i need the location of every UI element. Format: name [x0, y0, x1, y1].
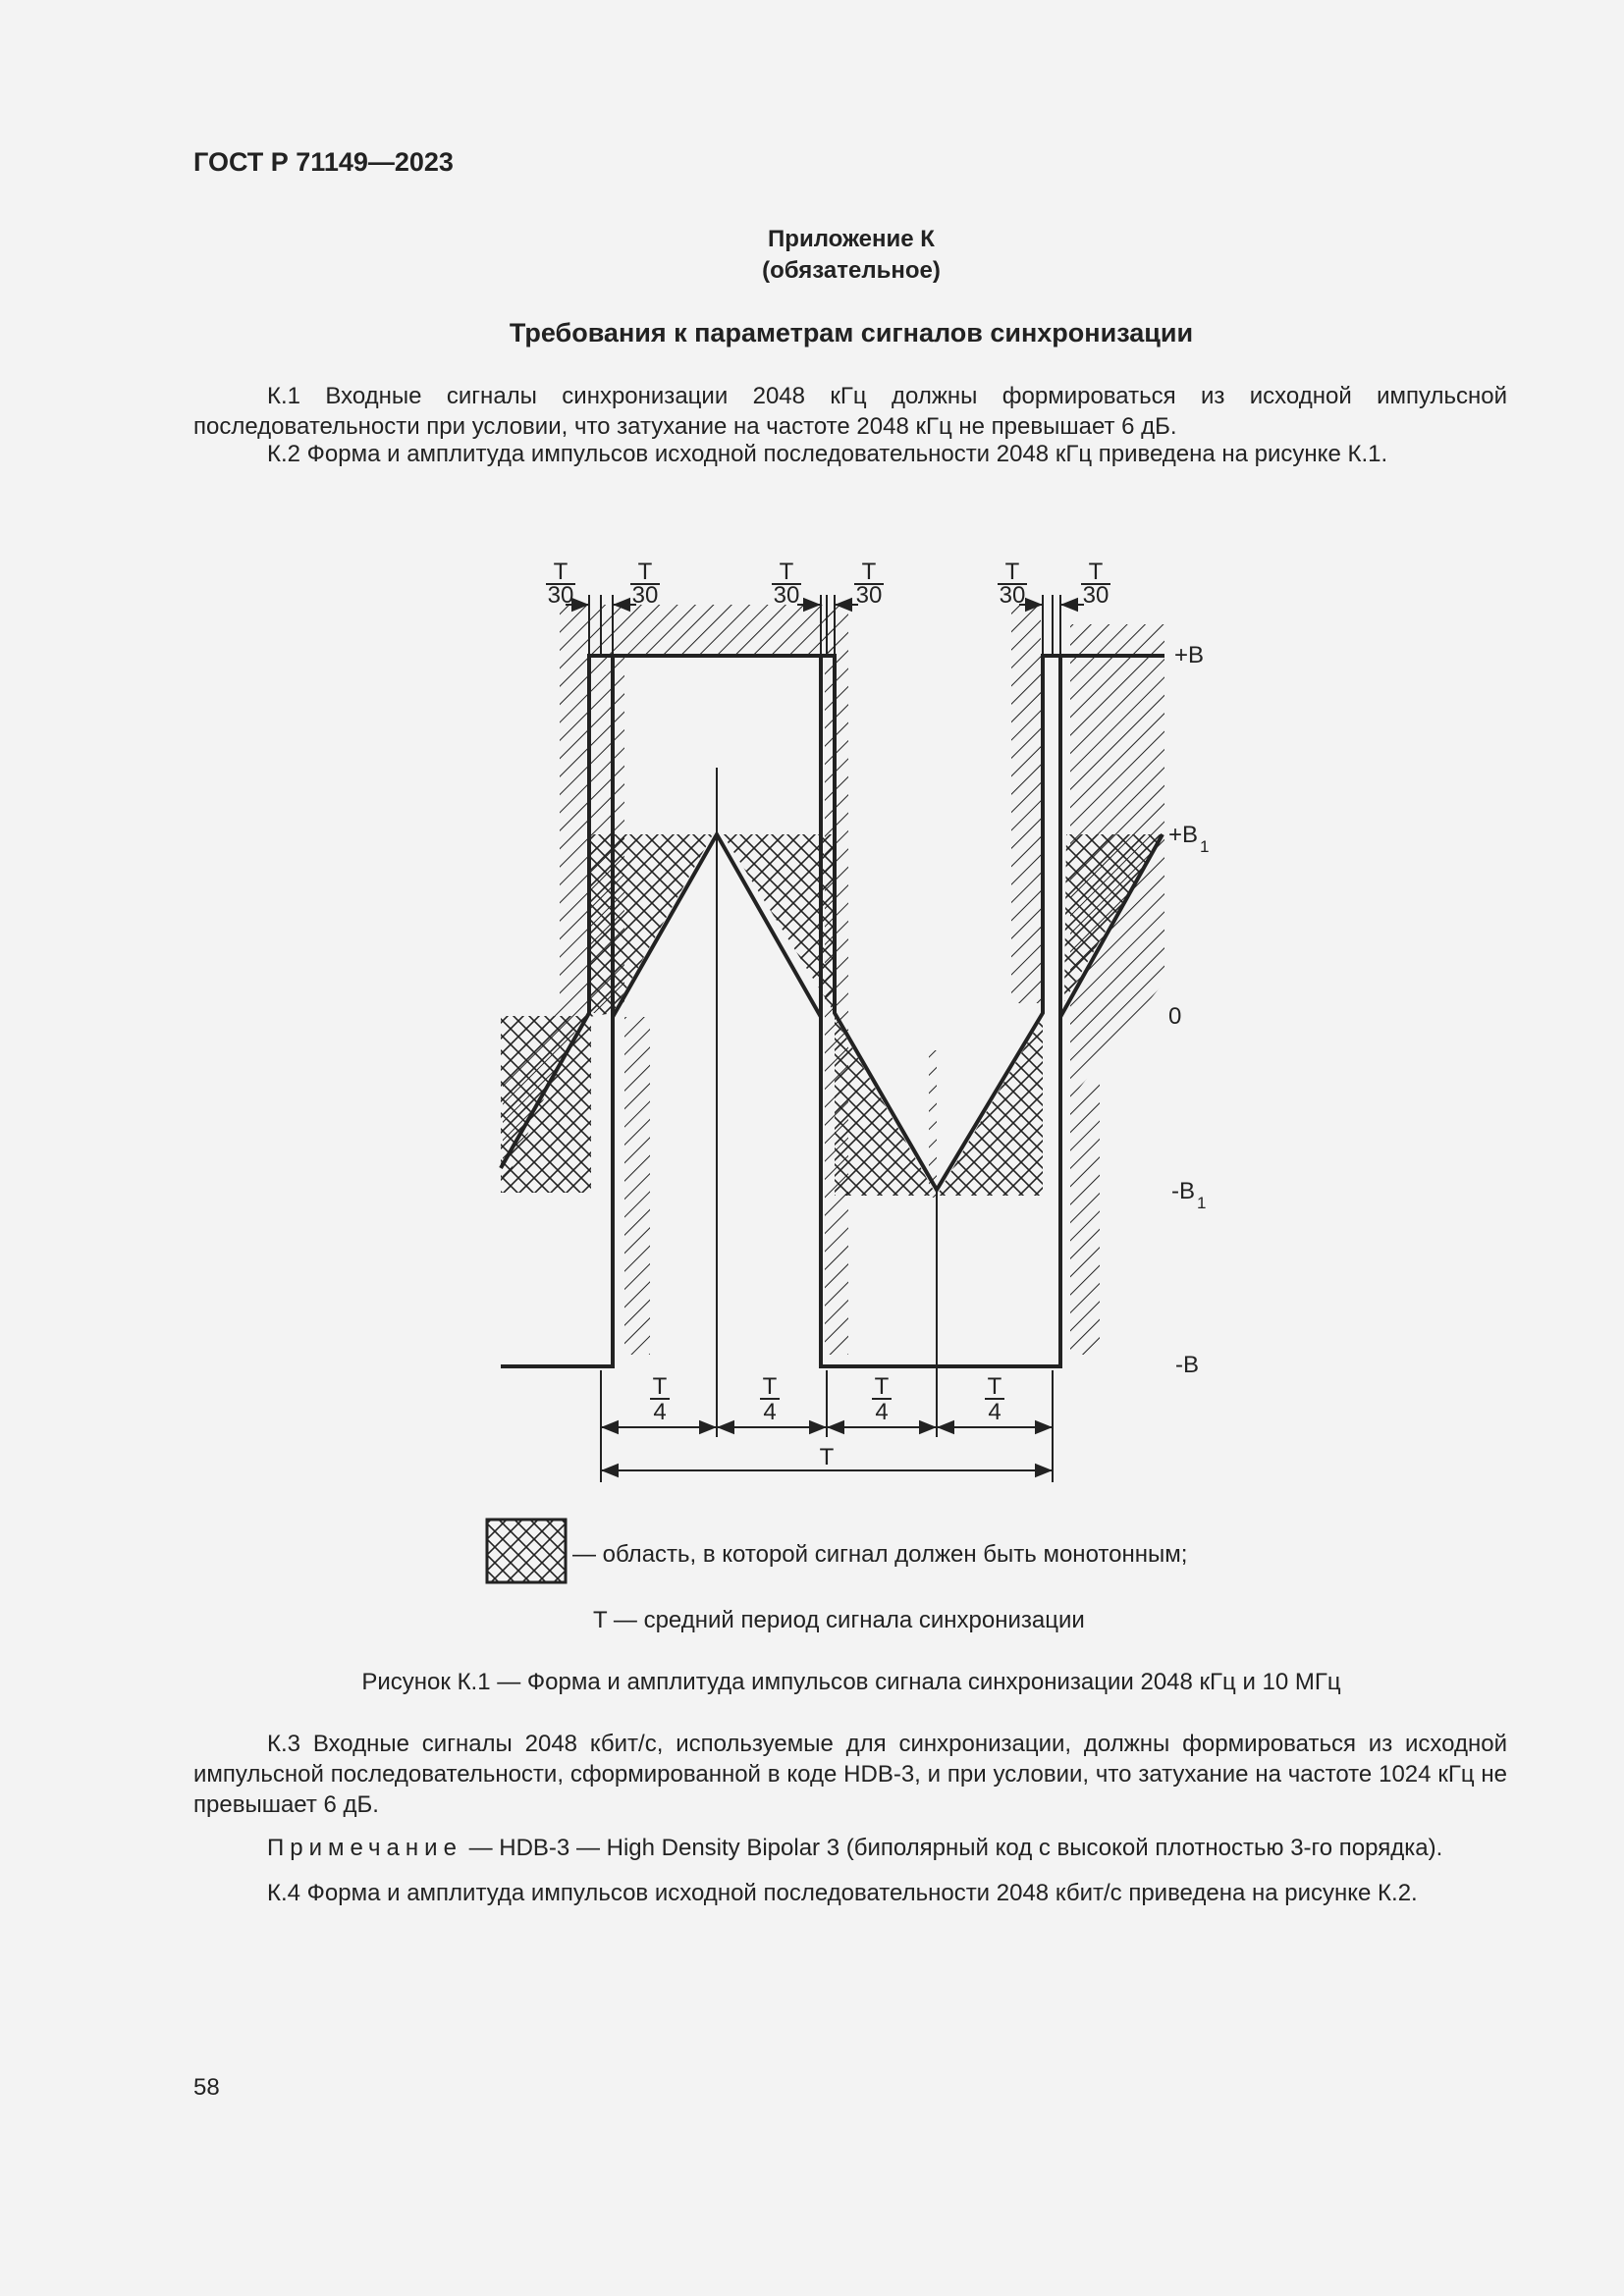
level-zero: 0 [1168, 1003, 1182, 1030]
fraction-t-30-den: 30 [631, 582, 659, 609]
fraction-t-4-den: 4 [988, 1399, 1001, 1425]
fraction-t-30-den: 30 [773, 582, 800, 609]
legend-period-text: T — средний период сигнала синхронизации [593, 1607, 1085, 1633]
fraction-t-4-den: 4 [875, 1399, 889, 1425]
fraction-t-30: T [553, 559, 568, 585]
paragraph-k3: К.3 Входные сигналы 2048 кбит/с, используемые для синхронизации, должны формироваться из исходной импульсной последовательности, сформированной в коде HDB-3, и при условии, что затухание на частоте 1024 кГц не превышает 6 дБ. [193, 1731, 1507, 1818]
top-fraction-labels [546, 559, 1110, 609]
level-plus-b: +B [1174, 642, 1205, 668]
level-minus-b1: -B [1171, 1178, 1195, 1204]
appendix-status: (обязательное) [762, 257, 941, 284]
note-label: Примечание [267, 1835, 462, 1861]
note-text: — HDB-3 — High Density Bipolar 3 (биполярный код с высокой плотностью 3-го порядка). [461, 1835, 1443, 1861]
fraction-t-30-den: 30 [999, 582, 1026, 609]
fraction-t-30: T [1088, 559, 1104, 585]
fraction-t-30: T [637, 559, 653, 585]
fraction-t-30: T [1004, 559, 1020, 585]
fraction-t-30: T [779, 559, 794, 585]
page-number: 58 [193, 2074, 220, 2101]
level-minus-b: -B [1175, 1352, 1199, 1378]
period-label: T [819, 1444, 835, 1470]
appendix-title: Приложение К [768, 226, 935, 252]
paragraph-k2: К.2 Форма и амплитуда импульсов исходной последовательности 2048 кГц приведена на рисунке К.1. [267, 441, 1388, 467]
figure-caption: Рисунок К.1 — Форма и амплитуда импульсов сигнала синхронизации 2048 кГц и 10 МГц [361, 1669, 1341, 1695]
fraction-t-4: T [762, 1373, 778, 1400]
fraction-t-30-den: 30 [547, 582, 574, 609]
legend-monotonic-text: — область, в которой сигнал должен быть монотонным; [572, 1541, 1188, 1568]
fraction-t-4: T [652, 1373, 668, 1400]
document-code: ГОСТ Р 71149—2023 [193, 147, 454, 177]
paragraph-k1: К.1 Входные сигналы синхронизации 2048 кГц должны формироваться из исходной импульсной последовательности при условии, что затухание на частоте 2048 кГц не превышает 6 дБ. [193, 383, 1507, 440]
level-plus-b1-sub: 1 [1200, 837, 1210, 856]
level-labels [1168, 642, 1209, 1378]
section-heading: Требования к параметрам сигналов синхронизации [509, 318, 1194, 347]
fraction-t-4: T [987, 1373, 1002, 1400]
fraction-t-30: T [861, 559, 877, 585]
legend-swatch [487, 1520, 566, 1582]
fraction-t-4: T [874, 1373, 890, 1400]
fraction-t-30-den: 30 [1082, 582, 1110, 609]
paragraph-k4: К.4 Форма и амплитуда импульсов исходной последовательности 2048 кбит/с приведена на рисунке К.2. [267, 1880, 1418, 1906]
fraction-t-30-den: 30 [855, 582, 883, 609]
fraction-t-4-den: 4 [763, 1399, 777, 1425]
fraction-t-4-den: 4 [653, 1399, 667, 1425]
level-minus-b1-sub: 1 [1197, 1194, 1207, 1212]
note [193, 1833, 1507, 1863]
level-plus-b1: +B [1168, 822, 1199, 848]
